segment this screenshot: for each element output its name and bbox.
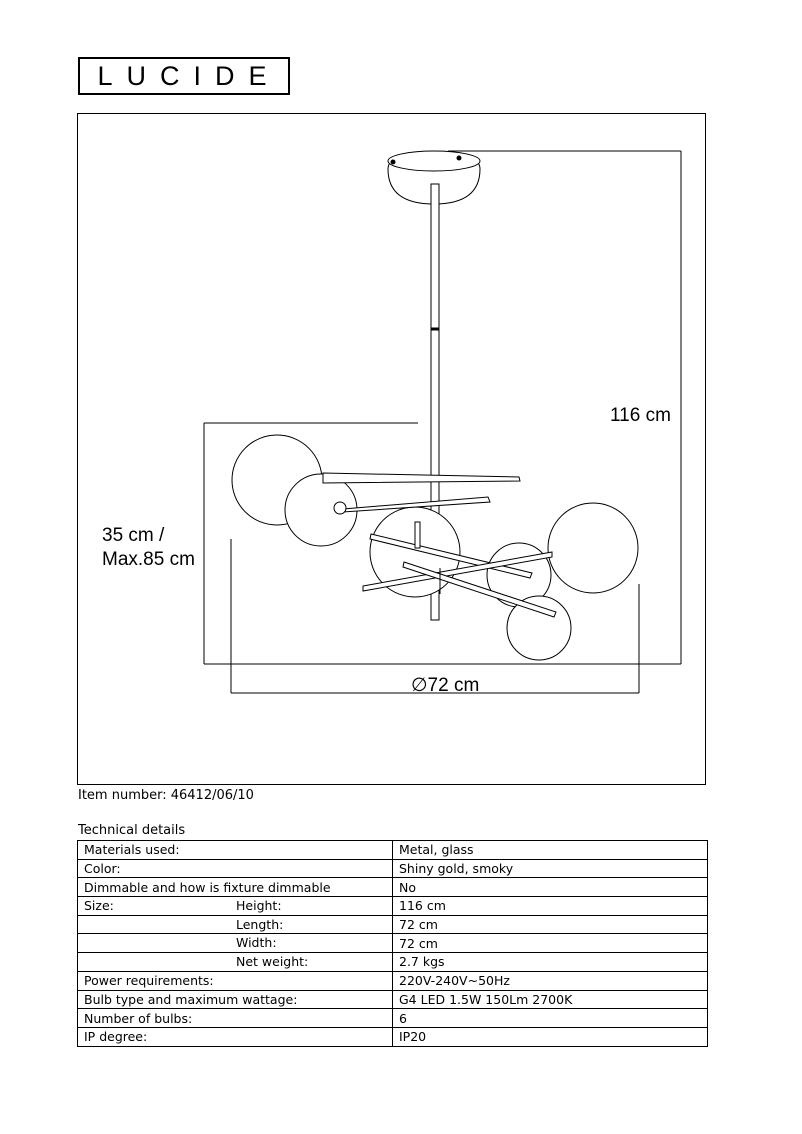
spec-label-cell [78, 990, 393, 1009]
spec-label-cell [78, 859, 393, 878]
spec-label-cell [78, 878, 393, 897]
spec-label-cell [78, 934, 393, 953]
spec-value: 220V-240V~50Hz [393, 971, 708, 990]
spec-label: Power requirements: [84, 973, 214, 989]
spec-value: Shiny gold, smoky [393, 859, 708, 878]
product-drawing [77, 113, 706, 785]
logo-text: LUCIDE [97, 60, 281, 91]
fixture-line-drawing [78, 114, 707, 786]
drop-dimension-label-line1: 35 cm / [102, 525, 165, 546]
spec-label: Number of bulbs: [84, 1010, 193, 1026]
drop-dimension-label-line2: Max.85 cm [102, 549, 195, 570]
spec-label-cell [78, 1027, 393, 1046]
spec-label: Size: [84, 898, 114, 914]
spec-label: Color: [84, 861, 121, 877]
spec-row [78, 915, 708, 934]
spec-value: IP20 [393, 1027, 708, 1046]
specs-table [77, 840, 708, 1047]
brand-logo [78, 57, 290, 95]
spec-row [78, 971, 708, 990]
spec-label: Materials used: [84, 842, 180, 858]
spec-label-cell [78, 915, 393, 934]
spec-value: 6 [393, 1009, 708, 1028]
spec-row [78, 1009, 708, 1028]
spec-sublabel: Height: [236, 898, 282, 914]
spec-sublabel: Width: [236, 935, 277, 951]
spec-value: Metal, glass [393, 841, 708, 860]
spec-row [78, 859, 708, 878]
spec-label-cell [78, 953, 393, 972]
item-number: Item number: 46412/06/10 [78, 788, 254, 803]
spec-label-cell [78, 897, 393, 916]
spec-value: 116 cm [393, 897, 708, 916]
spec-label: Dimmable and how is fixture dimmable [84, 879, 331, 895]
spec-row [78, 953, 708, 972]
spec-row [78, 897, 708, 916]
spec-row [78, 990, 708, 1009]
height-dimension-label: 116 cm [610, 405, 671, 426]
spec-label-cell [78, 1009, 393, 1028]
spec-value: 72 cm [393, 915, 708, 934]
diameter-dimension-label: ∅72 cm [411, 675, 480, 696]
spec-sublabel: Net weight: [236, 954, 309, 970]
spec-row [78, 841, 708, 860]
technical-details-title: Technical details [78, 823, 186, 838]
spec-label-cell [78, 971, 393, 990]
spec-row [78, 934, 708, 953]
spec-label-cell [78, 841, 393, 860]
spec-row [78, 1027, 708, 1046]
spec-value: 72 cm [393, 934, 708, 953]
spec-row [78, 878, 708, 897]
spec-value: G4 LED 1.5W 150Lm 2700K [393, 990, 708, 1009]
spec-value: 2.7 kgs [393, 953, 708, 972]
spec-label: IP degree: [84, 1029, 148, 1045]
spec-sublabel: Length: [236, 916, 284, 932]
spec-label: Bulb type and maximum wattage: [84, 991, 298, 1007]
spec-value: No [393, 878, 708, 897]
